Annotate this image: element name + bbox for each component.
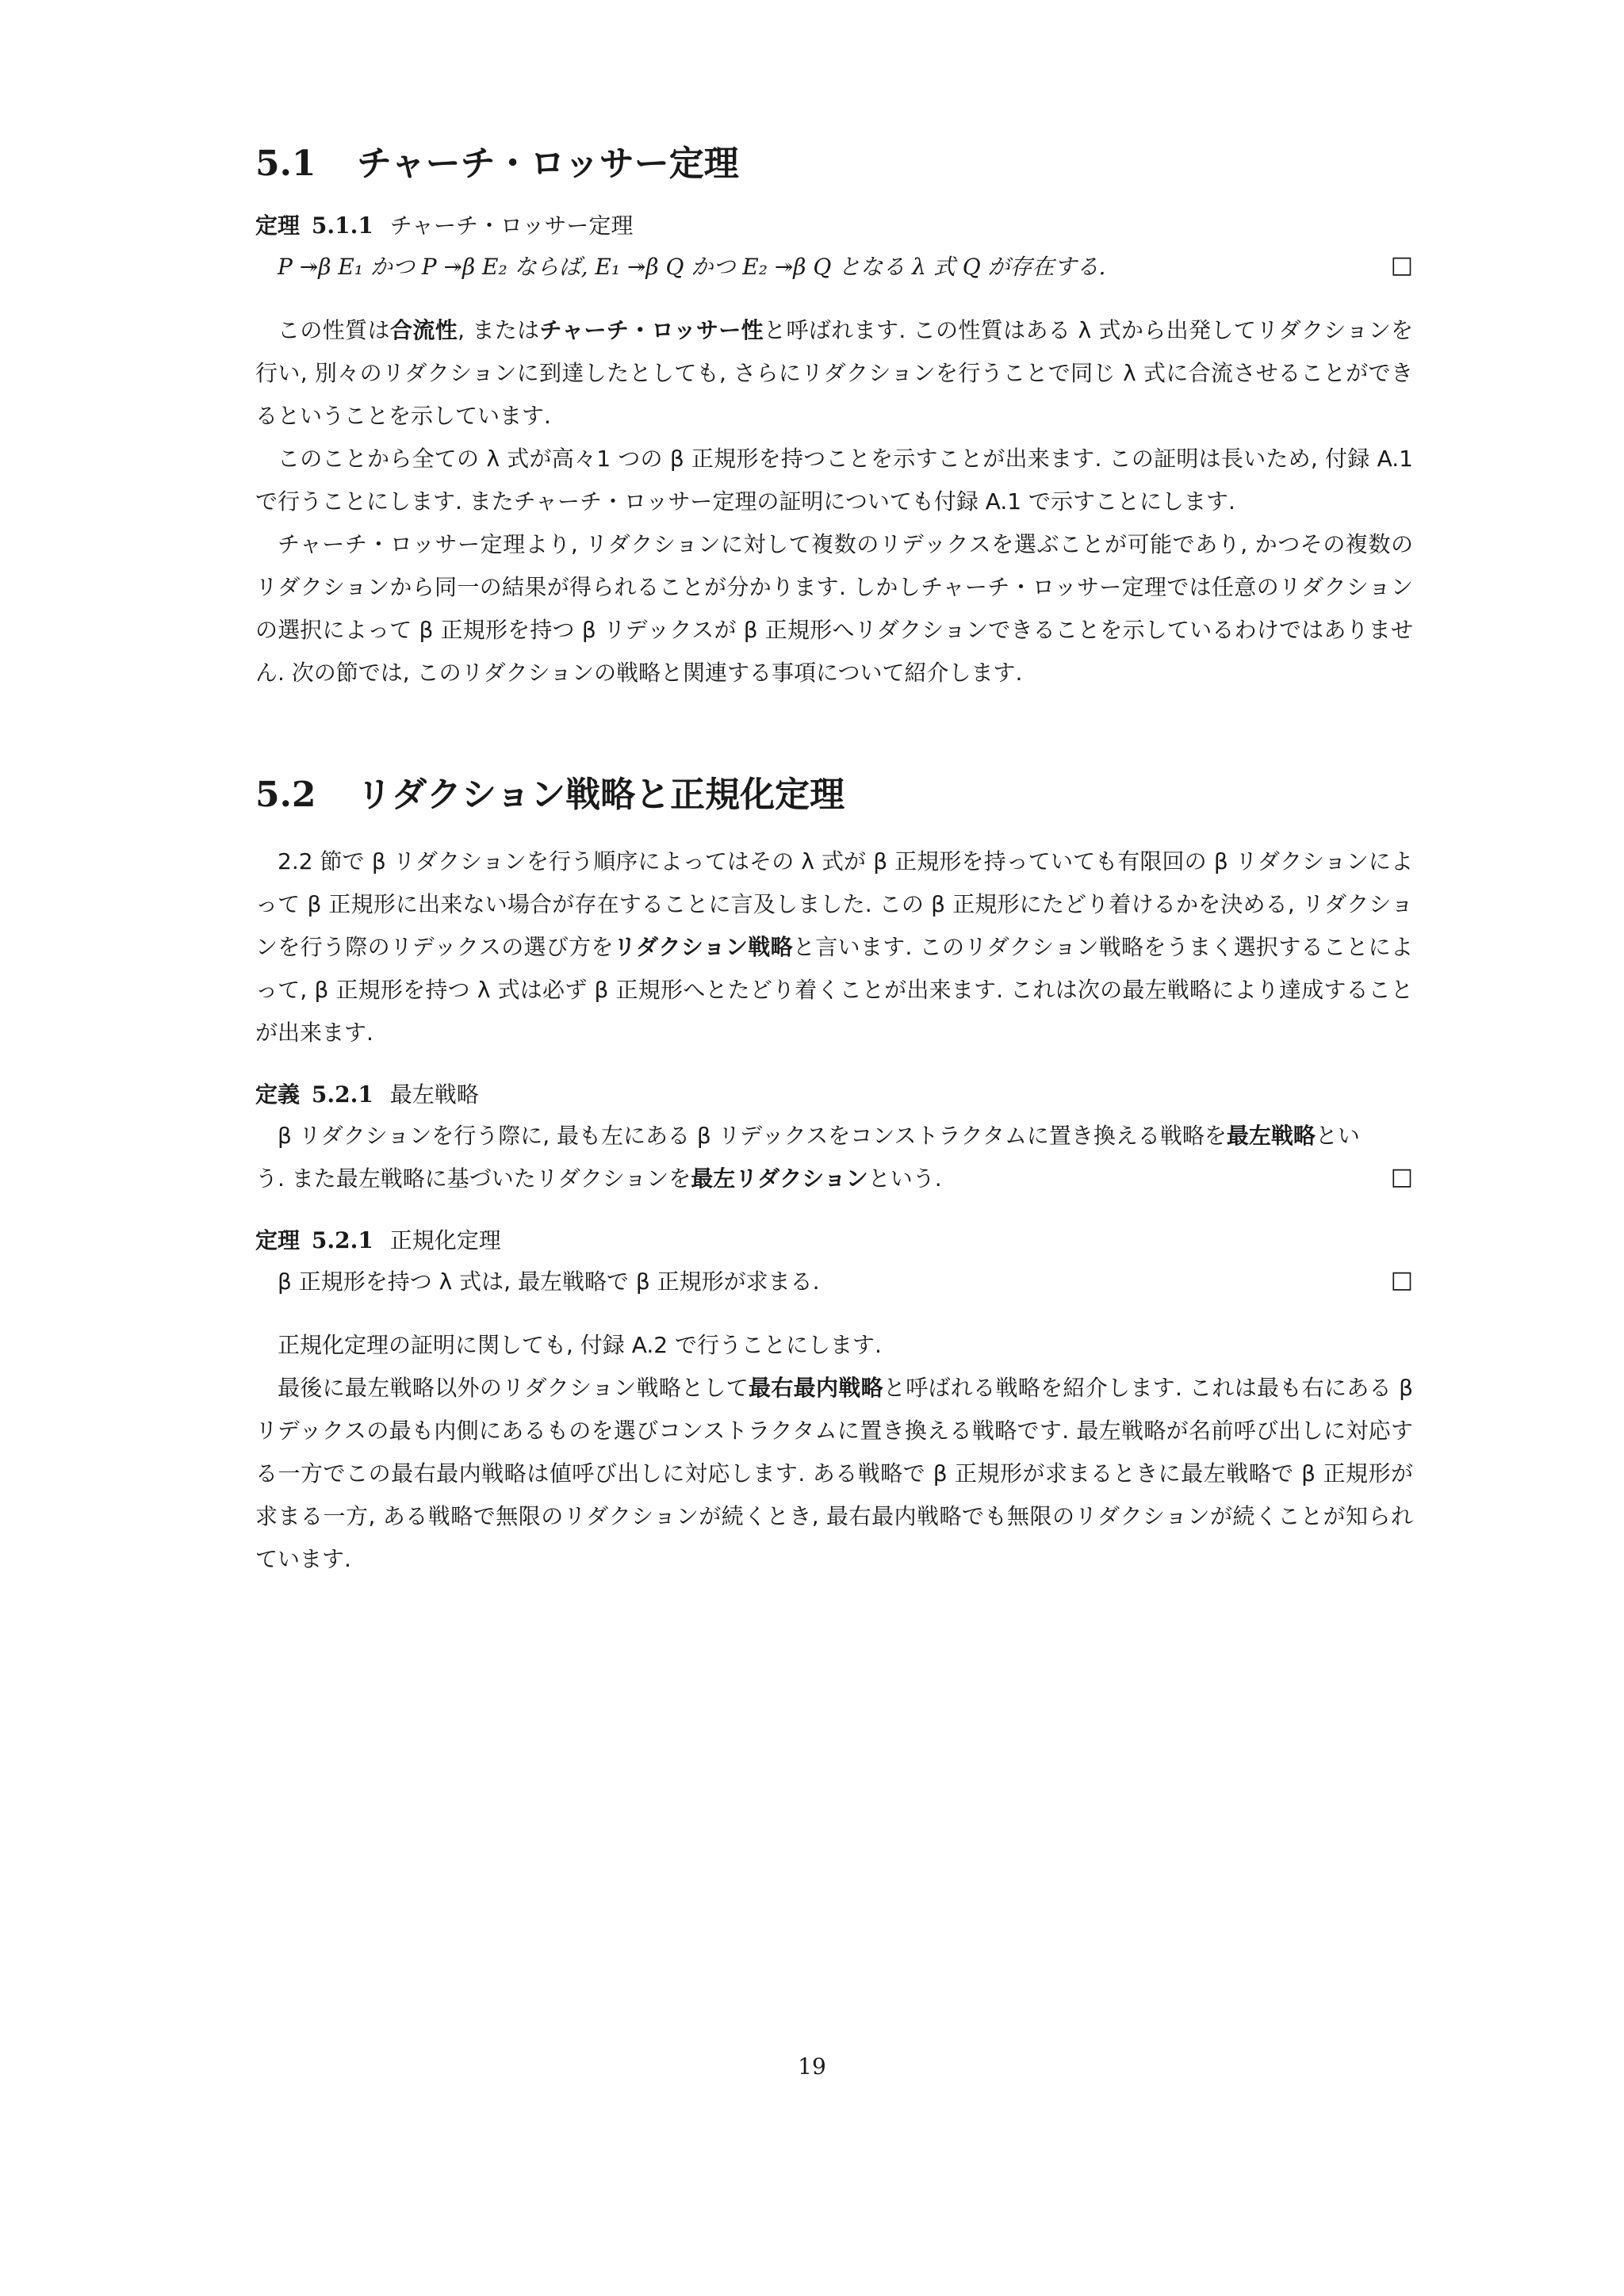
theorem-number: 5.1.1	[311, 212, 373, 239]
definition-number: 5.2.1	[311, 1081, 373, 1108]
theorem-number: 5.2.1	[311, 1227, 373, 1253]
definition-header	[255, 1075, 1413, 1115]
paragraph-text: と言います. このリダクション戦略をうまく選択することによって, β 正規形を持つ λ 式は必ず β 正規形へとたどり着くことが出来ます. これは次の最左戦略により達成することが出来ます.	[255, 934, 1413, 1046]
section-5-2-body	[255, 1324, 1413, 1581]
theorem-statement	[255, 1261, 1413, 1303]
definition-5-2-1	[255, 1075, 1413, 1200]
theorem-header	[255, 206, 1413, 246]
page-content	[255, 119, 1413, 1581]
paragraph-text: 2.2 節で β リダクションを行う順序によってはその λ 式が β 正規形を持っていても有限回の β リダクションによって β 正規形に出来ない場合が存在することに言及しました. この β 正規形にたどり着けるかを決める, リダクションを行う際のリデックスの選び方を	[255, 848, 1413, 960]
theorem-header	[255, 1221, 1413, 1261]
paragraph: チャーチ・ロッサー定理より, リダクションに対して複数のリデックスを選ぶことが可能であり, かつその複数のリダクションから同一の結果が得られることが分かります. しかしチャーチ・ロッサー定理では任意のリダクションの選択によって β 正規形を持つ β リデックスが β 正規形へリダクションできることを示しているわけではありません. 次の節では, このリダクションの戦略と関連する事項について紹介します.	[255, 531, 1413, 686]
term-confluence: 合流性	[389, 317, 458, 343]
theorem-statement	[255, 246, 1413, 289]
paragraph	[255, 840, 1413, 1054]
paragraph-text: この性質は	[278, 317, 390, 343]
paragraph	[255, 1367, 1413, 1581]
paragraph-text: と呼ばれます. この性質はある λ 式から出発してリダクションを行い, 別々のリダクションに到達したとしても, さらにリダクションを行うことで同じ λ 式に合流させることができるということを示しています.	[255, 317, 1413, 429]
theorem-name: チャーチ・ロッサー定理	[389, 212, 634, 239]
section-5-2-intro	[255, 840, 1413, 1054]
theorem-statement-text: P ↠β E₁ かつ P ↠β E₂ ならば, E₁ ↠β Q かつ E₂ ↠β Q となる λ 式 Q が存在する.	[278, 254, 1106, 280]
theorem-kind: 定理	[255, 1227, 301, 1253]
section-title: チャーチ・ロッサー定理	[357, 144, 739, 184]
term-reduction-strategy: リダクション戦略	[613, 934, 793, 960]
definition-name: 最左戦略	[389, 1081, 479, 1108]
term-rightmost-innermost: 最右最内戦略	[749, 1375, 883, 1401]
term-leftmost-strategy: 最左戦略	[1226, 1123, 1316, 1149]
definition-text: という.	[868, 1165, 942, 1192]
definition-text: という. また最左戦略に基づいたリダクションを	[255, 1123, 1360, 1192]
paragraph-text: , または	[458, 317, 540, 343]
definition-statement	[255, 1115, 1413, 1200]
section-title: リダクション戦略と正規化定理	[357, 775, 845, 815]
theorem-5-2-1	[255, 1221, 1413, 1303]
definition-kind: 定義	[255, 1081, 301, 1108]
section-number: 5.2	[255, 775, 316, 815]
paragraph: 正規化定理の証明に関しても, 付録 A.2 で行うことにします.	[278, 1332, 882, 1358]
definition-text: β リダクションを行う際に, 最も左にある β リデックスをコンストラクタムに置き換える戦略を	[278, 1123, 1227, 1149]
theorem-kind: 定理	[255, 212, 301, 239]
qed-box: □	[1390, 1266, 1413, 1294]
section-5-1-body	[255, 309, 1413, 695]
paragraph-text: 最後に最左戦略以外のリダクション戦略として	[278, 1375, 749, 1401]
section-heading-5-1	[255, 135, 1413, 186]
term-leftmost-reduction: 最左リダクション	[691, 1165, 868, 1192]
theorem-5-1-1	[255, 206, 1413, 289]
paragraph-text: と呼ばれる戦略を紹介します. これは最も右にある β リデックスの最も内側にあるものを選びコンストラクタムに置き換える戦略です. 最左戦略が名前呼び出しに対応する一方でこの最右最内戦略は値呼び出しに対応します. ある戦略で β 正規形が求まるときに最左戦略で β 正規形が求まる一方, ある戦略で無限のリダクションが続くとき, 最右最内戦略でも無限のリダクションが続くことが知られています.	[255, 1375, 1413, 1572]
page-number: 19	[798, 2053, 826, 2080]
qed-box: □	[1390, 251, 1413, 279]
paragraph	[255, 309, 1413, 438]
term-church-rosser: チャーチ・ロッサー性	[539, 317, 764, 343]
paragraph: このことから全ての λ 式が高々1 つの β 正規形を持つことを示すことが出来ます. この証明は長いため, 付録 A.1 で行うことにします. またチャーチ・ロッサー定理の証明についても付録 A.1 で示すことにします.	[255, 446, 1413, 515]
qed-box: □	[1390, 1163, 1413, 1191]
section-heading-5-2	[255, 766, 1413, 817]
theorem-name: 正規化定理	[389, 1227, 501, 1253]
section-number: 5.1	[255, 144, 316, 184]
theorem-statement-text: β 正規形を持つ λ 式は, 最左戦略で β 正規形が求まる.	[278, 1269, 820, 1295]
